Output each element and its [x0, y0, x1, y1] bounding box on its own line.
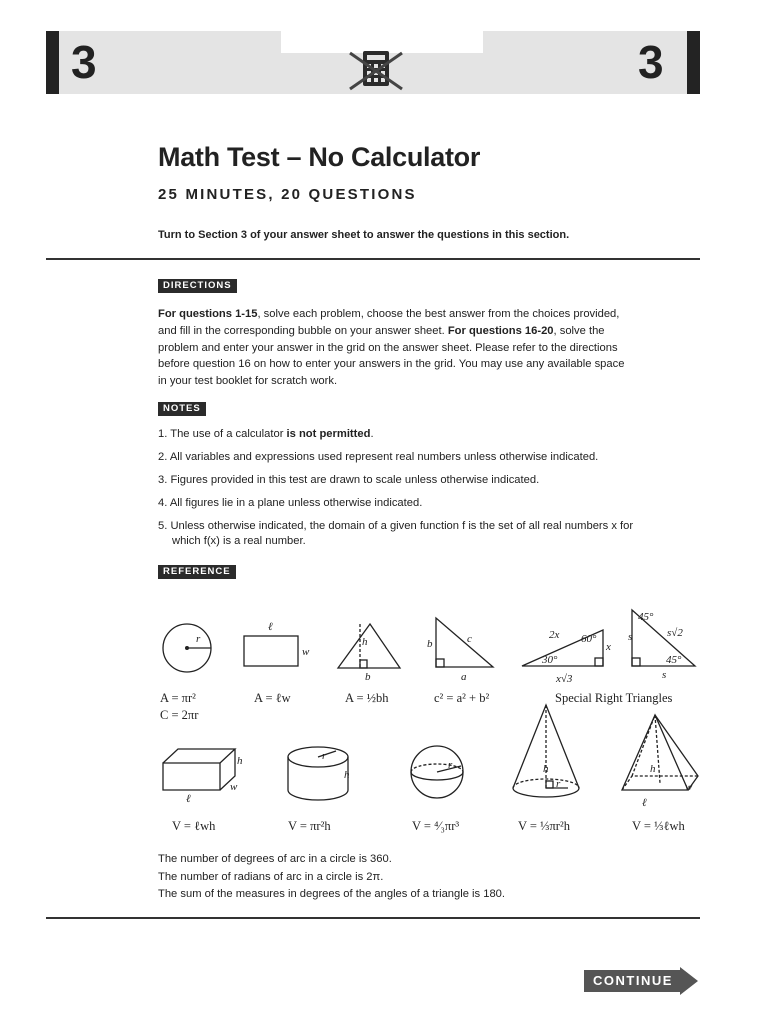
t45-s-left-label: s: [628, 631, 633, 643]
fact-triangle-sum: The sum of the measures in degrees of the angles of a triangle is 180.: [158, 888, 506, 900]
rect-w-label: w: [302, 646, 310, 658]
sphere-volume-formula: V = ⁴⁄₃πr³: [412, 819, 460, 833]
pyramid-volume-formula: V = ⅓ℓwh: [632, 819, 685, 833]
note-1-bold: is not permitted: [286, 428, 371, 440]
t45-sroot2-label: s√2: [667, 627, 683, 639]
t30-x-label: x: [606, 641, 611, 653]
cone-h-label: h: [543, 763, 549, 775]
cyl-r-label: r: [322, 750, 327, 762]
t30-60-label: 60°: [581, 633, 597, 645]
notes-label: NOTES: [158, 402, 206, 416]
box-h-label: h: [237, 755, 243, 767]
circle-area-formula: A = πr²: [160, 691, 196, 705]
sphere-r-label: r: [448, 759, 453, 771]
note-1-prefix: 1. The use of a calculator: [158, 428, 287, 440]
directions-label: DIRECTIONS: [158, 279, 237, 293]
fact-radians: The number of radians of arc in a circle is 2π.: [158, 870, 384, 883]
t30-2x-label: 2x: [549, 629, 560, 641]
top-divider: [46, 258, 700, 260]
pyramid-figure: [622, 715, 698, 790]
pyr-w-label: w: [685, 781, 693, 793]
rect-area-formula: A = ℓw: [254, 691, 291, 705]
tri-h-label: h: [362, 636, 368, 648]
box-volume-formula: V = ℓwh: [172, 819, 216, 833]
note-1-suffix: .: [370, 428, 374, 440]
section-number-left: 3: [71, 36, 97, 88]
notes-list: [158, 427, 658, 557]
t30-30-label: 30°: [542, 654, 558, 666]
cylinder-volume-formula: V = πr²h: [288, 819, 331, 833]
directions-text: [158, 306, 628, 390]
pyr-h-label: h: [650, 763, 656, 775]
pythagorean-formula: c² = a² + b²: [434, 691, 490, 705]
fact-degrees: The number of degrees of arc in a circle is 360.: [158, 853, 392, 865]
box-l-label: ℓ: [186, 793, 191, 805]
cyl-h-label: h: [344, 769, 350, 781]
sphere-figure: [411, 746, 463, 798]
reference-label: REFERENCE: [158, 565, 236, 579]
directions-q2-text: , solve the problem and enter your answer in the grid on the answer sheet. Please refer to the directions before question 16 on how to enter your answers in the grid. You may use any available space in your test booklet for scratch work.: [158, 324, 625, 388]
t30-xroot3-label: x√3: [556, 673, 573, 685]
circle-r-label: r: [196, 633, 201, 645]
continue-label[interactable]: CONTINUE: [593, 973, 673, 988]
section-bar-right: [687, 31, 700, 94]
box-w-label: w: [230, 781, 238, 793]
box-figure: [163, 749, 235, 790]
rt-a-label: a: [461, 671, 467, 683]
note-item-5: 5. Unless otherwise indicated, the domain of a given function f is the set of all real numbers x for which f(x) is a real number.: [158, 520, 634, 547]
cone-r-label: r: [556, 778, 561, 790]
reference-facts: [158, 851, 505, 904]
right-triangle-figure: [436, 618, 493, 667]
section-bar-left: [46, 31, 59, 94]
rt-c-label: c: [467, 633, 472, 645]
section-number-right: 3: [638, 36, 664, 88]
rectangle-figure: [244, 636, 298, 666]
directions-q2-bold: For questions 16-20: [447, 324, 554, 337]
note-item-2: 2. All variables and expressions used represent real numbers unless otherwise indicated.: [158, 451, 599, 463]
t45-s-bottom-label: s: [662, 669, 667, 681]
instructions-line: Turn to Section 3 of your answer sheet to answer the questions in this section.: [158, 229, 570, 241]
special-triangles-caption: Special Right Triangles: [555, 691, 673, 705]
tri-b-label: b: [365, 671, 371, 683]
page-subtitle: 25 MINUTES, 20 QUESTIONS: [158, 186, 417, 203]
note-item-4: 4. All figures lie in a plane unless otherwise indicated.: [158, 497, 423, 509]
no-calculator-icon: [346, 49, 406, 93]
t45-45-top-label: 45°: [638, 611, 654, 623]
reference-figures: [150, 600, 710, 840]
rt-b-label: b: [427, 638, 433, 650]
page-title: Math Test – No Calculator: [158, 142, 481, 172]
cone-figure: [513, 705, 579, 797]
t45-45-bottom-label: 45°: [666, 654, 682, 666]
cylinder-figure: [288, 747, 348, 800]
note-item-1: [158, 427, 658, 442]
cone-volume-formula: V = ⅓πr²h: [518, 819, 570, 833]
directions-q1-text: , solve each problem, choose the best answer from the choices provided, and fill in the corresponding bubble on your answer sheet.: [158, 308, 620, 337]
note-item-3: 3. Figures provided in this test are drawn to scale unless otherwise indicated.: [158, 474, 540, 486]
pyr-l-label: ℓ: [642, 797, 647, 809]
circle-circumference-formula: C = 2πr: [160, 708, 199, 722]
directions-q1-bold: For questions 1-15: [158, 308, 258, 320]
rect-l-label: ℓ: [268, 621, 273, 633]
triangle-height-figure: [338, 624, 400, 668]
bottom-divider: [46, 917, 700, 919]
tri-area-formula: A = ½bh: [345, 691, 389, 705]
